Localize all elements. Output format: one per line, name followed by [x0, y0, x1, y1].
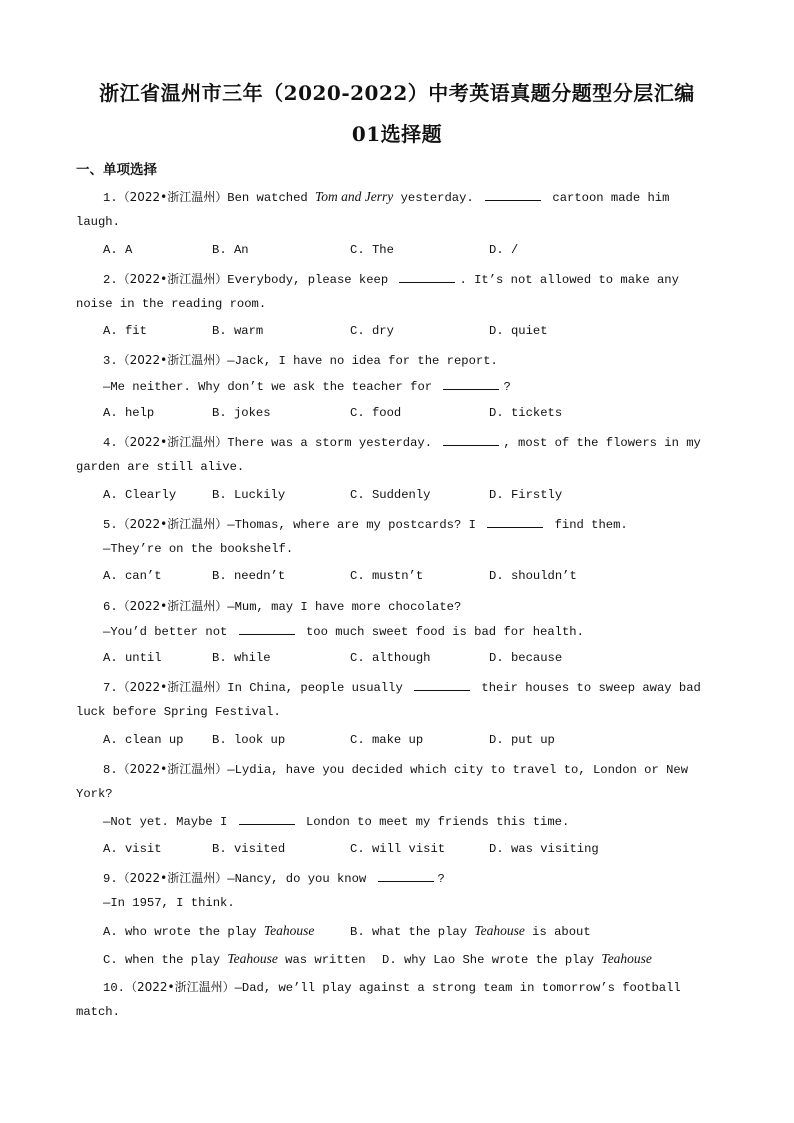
option-a: A. clean up	[103, 733, 184, 747]
question-1: 1.（2022•浙江温州）Ben watched Tom and Jerry yesterday. cartoon made him	[103, 189, 670, 205]
option-c: C. although	[350, 651, 431, 665]
question-6-continued: —You’d better not too much sweet food is bad for health.	[103, 625, 584, 639]
option-d: D. /	[489, 243, 519, 257]
option-c: C. food	[350, 406, 402, 420]
option-b: B. look up	[212, 733, 286, 747]
answer-blank	[485, 190, 541, 201]
answer-blank	[487, 517, 543, 528]
question-2: 2.（2022•浙江温州）Everybody, please keep . It’s not allowed to make any	[103, 272, 679, 287]
option-d: D. Firstly	[489, 488, 563, 502]
option-a: A. until	[103, 651, 162, 665]
question-6: 6.（2022•浙江温州）—Mum, may I have more chocolate?	[103, 599, 462, 614]
option-b: B. jokes	[212, 406, 271, 420]
question-8: 8.（2022•浙江温州）—Lydia, have you decided which city to travel to, London or New	[103, 762, 689, 777]
option-d: D. why Lao She wrote the play Teahouse	[382, 951, 652, 967]
option-c: C. mustn’t	[350, 569, 424, 583]
option-d: D. put up	[489, 733, 555, 747]
option-b: B. while	[212, 651, 271, 665]
option-c: C. when the play Teahouse was written	[103, 951, 366, 967]
question-8-continued: York?	[76, 787, 113, 801]
question-10-continued: match.	[76, 1005, 120, 1019]
option-b: B. An	[212, 243, 249, 257]
question-1-continued: laugh.	[76, 215, 120, 229]
document-title: 浙江省温州市三年（2020-2022）中考英语真题分题型分层汇编	[99, 81, 695, 105]
option-d: D. was visiting	[489, 842, 599, 856]
option-a: A. who wrote the play Teahouse	[103, 923, 315, 939]
option-b: B. visited	[212, 842, 286, 856]
option-a: A. A	[103, 243, 133, 257]
question-8-reply: —Not yet. Maybe I London to meet my friends this time.	[103, 815, 570, 829]
answer-blank	[378, 871, 434, 882]
option-d: D. quiet	[489, 324, 548, 338]
question-10: 10.（2022•浙江温州）—Dad, we’ll play against a strong team in tomorrow’s football	[103, 980, 681, 995]
question-4: 4.（2022•浙江温州）There was a storm yesterday. , most of the flowers in my	[103, 435, 701, 450]
answer-blank	[414, 680, 470, 691]
option-c: C. The	[350, 243, 394, 257]
option-c: C. Suddenly	[350, 488, 431, 502]
document-subtitle: 01选择题	[351, 122, 443, 146]
option-d: D. shouldn’t	[489, 569, 577, 583]
option-c: C. will visit	[350, 842, 446, 856]
question-9-continued: —In 1957, I think.	[103, 896, 235, 910]
option-b: B. what the play Teahouse is about	[350, 923, 591, 939]
option-d: D. because	[489, 651, 563, 665]
answer-blank	[399, 272, 455, 283]
question-9: 9.（2022•浙江温州）—Nancy, do you know ?	[103, 871, 445, 886]
option-b: B. needn’t	[212, 569, 286, 583]
question-7-continued: luck before Spring Festival.	[76, 705, 281, 719]
section-heading: 一、单项选择	[76, 162, 157, 178]
option-a: A. help	[103, 406, 155, 420]
answer-blank	[443, 435, 499, 446]
answer-blank	[239, 624, 295, 635]
question-5: 5.（2022•浙江温州）—Thomas, where are my postcards? I find them.	[103, 517, 628, 532]
option-a: A. fit	[103, 324, 147, 338]
answer-blank	[443, 379, 499, 390]
question-3-continued: —Me neither. Why don’t we ask the teacher for ?	[103, 380, 511, 394]
option-a: A. can’t	[103, 569, 162, 583]
option-c: C. make up	[350, 733, 424, 747]
option-d: D. tickets	[489, 406, 563, 420]
question-3: 3.（2022•浙江温州）—Jack, I have no idea for the report.	[103, 353, 498, 368]
question-5-continued: —They’re on the bookshelf.	[103, 542, 294, 556]
option-a: A. visit	[103, 842, 162, 856]
question-4-continued: garden are still alive.	[76, 460, 245, 474]
question-2-continued: noise in the reading room.	[76, 297, 267, 311]
option-b: B. warm	[212, 324, 264, 338]
option-a: A. Clearly	[103, 488, 177, 502]
answer-blank	[239, 814, 295, 825]
question-7: 7.（2022•浙江温州）In China, people usually their houses to sweep away bad	[103, 680, 701, 695]
option-b: B. Luckily	[212, 488, 286, 502]
option-c: C. dry	[350, 324, 394, 338]
